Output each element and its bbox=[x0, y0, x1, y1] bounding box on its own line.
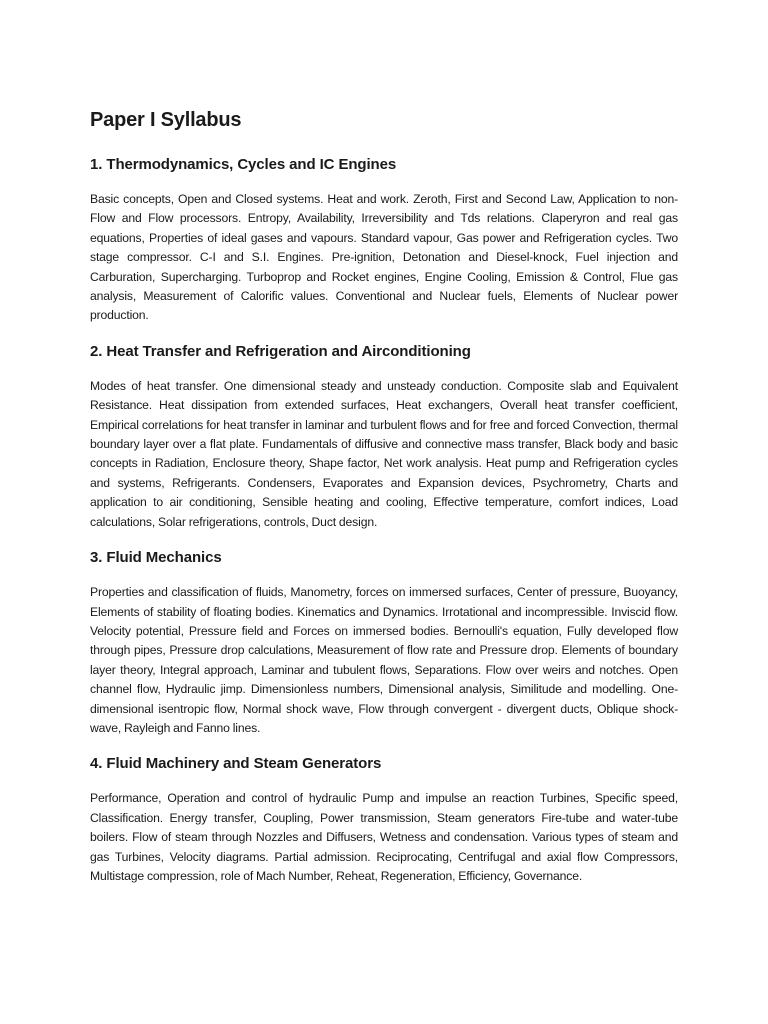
section-heading: 1. Thermodynamics, Cycles and IC Engines bbox=[90, 156, 397, 173]
document-page bbox=[90, 104, 678, 901]
section-heading: 3. Fluid Mechanics bbox=[90, 549, 222, 567]
section-heading: 4. Fluid Machinery and Steam Generators bbox=[90, 755, 382, 773]
section-heat-transfer bbox=[90, 341, 678, 532]
page-title: Paper I Syllabus bbox=[90, 109, 242, 131]
section-body: Performance, Operation and control of hydraulic Pump and impulse an reaction Turbines, Specific speed, Classification. Energy transfer, Coupling, Power transmission, Steam generators Fire-tube and water-tube boilers. Flow of steam through Nozzles and Diffusers, Wetness and condensation. Various types of steam and gas Turbines, Velocity diagrams. Partial admission. Reciprocating, Centrifugal and axial flow Compressors, Multistage compression, role of Mach Number, Reheat, Regeneration, Efficiency, Governance. bbox=[90, 791, 678, 883]
section-fluid-mechanics bbox=[90, 547, 678, 738]
section-body: Modes of heat transfer. One dimensional steady and unsteady conduction. Composite slab and Equivalent Resistance. Heat dissipation from extended surfaces, Heat exchangers, Overall heat transfer coefficient, Empirical correlations for heat transfer in laminar and turbulent flows and for free and forced Convection, thermal boundary layer over a flat plate. Fundamentals of diffusive and connective mass transfer, Black body and basic concepts in Radiation, Enclosure theory, Shape factor, Net work analysis. Heat pump and Refrigeration cycles and systems, Refrigerants. Condensers, Evaporates and Expansion devices, Psychrometry, Charts and application to air conditioning, Sensible heating and cooling, Effective temperature, comfort indices, Load calculations, Solar refrigerations, controls, Duct design. bbox=[90, 378, 678, 529]
section-thermodynamics bbox=[90, 154, 678, 326]
section-body: Properties and classification of fluids, Manometry, forces on immersed surfaces, Center of pressure, Buoyancy, Elements of stability of floating bodies. Kinematics and Dynamics. Irrotational and incompressible. Inviscid flow. Velocity potential, Pressure field and Forces on immersed bodies. Bernoulli's equation, Fully developed flow through pipes, Pressure drop calculations, Measurement of flow rate and Pressure drop. Elements of boundary layer theory, Integral approach, Laminar and tubulent flows, Separations. Flow over weirs and notches. Open channel flow, Hydraulic jimp. Dimensionless numbers, Dimensional analysis, Similitude and modelling. One-dimensional isentropic flow, Normal shock wave, Flow through convergent - divergent ducts, Oblique shock-wave, Rayleigh and Fanno lines. bbox=[90, 585, 678, 735]
section-fluid-machinery bbox=[90, 753, 678, 886]
section-body: Basic concepts, Open and Closed systems. Heat and work. Zeroth, First and Second Law, Application to non-Flow and Flow processors. Entropy, Availability, Irreversibility and Tds relations. Claperyron and real gas equations, Properties of ideal gases and vapours. Standard vapour, Gas power and Refrigeration cycles. Two stage compressor. C-I and S.I. Engines. Pre-ignition, Detonation and Diesel-knock, Fuel injection and Carburation, Supercharging. Turboprop and Rocket engines, Engine Cooling, Emission & Control, Flue gas analysis, Measurement of Calorific values. Conventional and Nuclear fuels, Elements of Nuclear power production. bbox=[90, 192, 678, 323]
section-heading: 2. Heat Transfer and Refrigeration and Airconditioning bbox=[90, 342, 471, 360]
